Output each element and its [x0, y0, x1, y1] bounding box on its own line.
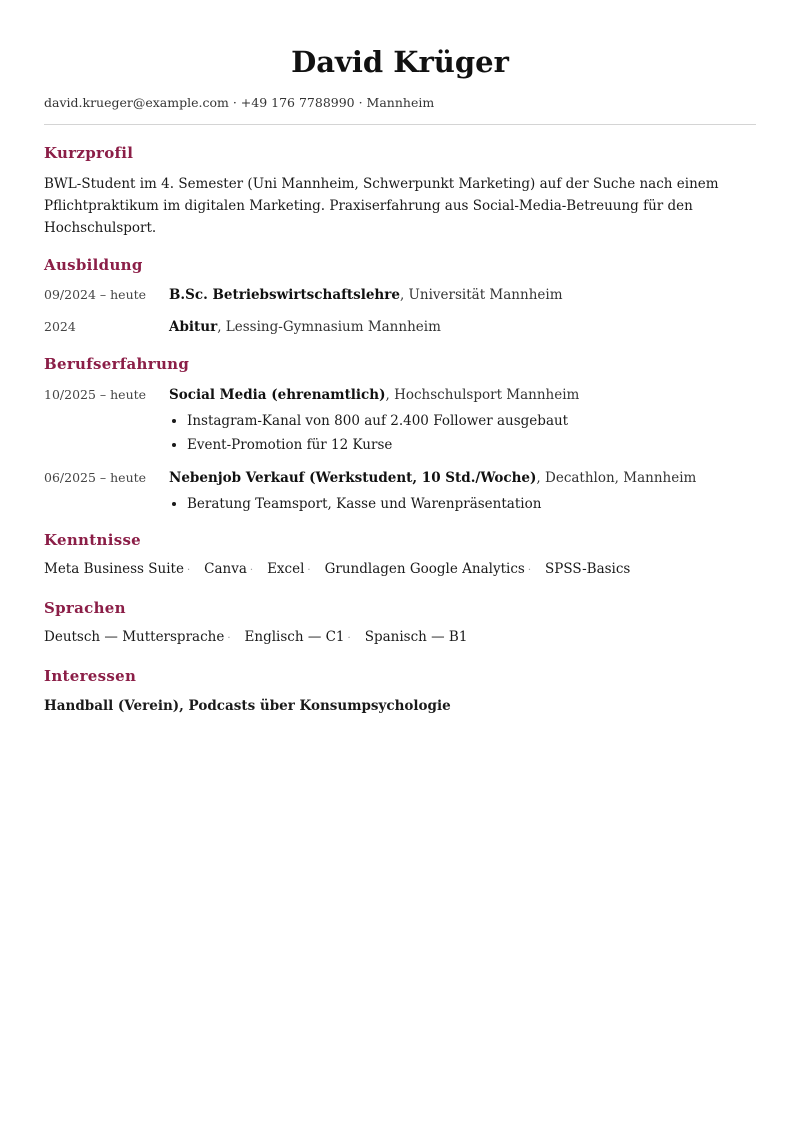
education-entry	[44, 316, 756, 338]
list-separator: ·	[227, 633, 231, 644]
entry-body	[169, 284, 756, 306]
languages-list	[44, 626, 756, 650]
experience-entry	[44, 384, 756, 457]
education-entry	[44, 284, 756, 306]
entry-title: Abitur	[169, 319, 218, 335]
candidate-name: David Krüger	[291, 45, 509, 79]
bullet-item: • Beratung Teamsport, Kasse und Warenpräsentation	[187, 492, 756, 516]
entry-bullets	[169, 492, 756, 516]
skill-item: Meta Business Suite	[44, 561, 184, 577]
header-divider	[44, 124, 756, 125]
profile-summary: BWL-Student im 4. Semester (Uni Mannheim, Schwerpunkt Marketing) auf der Suche nach einem Pflichtpraktikum im digitalen Marketing. Praxiserfahrung aus Social-Media-Betreuung für den Hochschulsport.	[44, 176, 719, 236]
section-heading-kurzprofil: Kurzprofil	[44, 144, 134, 162]
list-separator: ·	[186, 565, 191, 576]
entry-date: 09/2024 – heute	[44, 287, 147, 302]
section-heading-interessen: Interessen	[44, 667, 137, 685]
entry-organization: , Lessing-Gymnasium Mannheim	[217, 319, 441, 335]
language-item: Spanisch — B1	[364, 629, 468, 645]
language-item: Deutsch — Muttersprache	[44, 629, 225, 645]
list-separator: ·	[347, 633, 351, 644]
skill-item: Excel	[267, 561, 305, 577]
skill-item: Canva	[204, 561, 247, 577]
entry-date: 06/2025 – heute	[44, 470, 147, 485]
entry-body	[169, 467, 756, 516]
entry-title: B.Sc. Betriebswirtschaftslehre	[169, 287, 400, 303]
experience-entry	[44, 467, 756, 516]
bullet-item: • Instagram-Kanal von 800 auf 2.400 Follower ausgebaut	[187, 409, 756, 433]
entry-body	[169, 384, 756, 457]
section-heading-kenntnisse: Kenntnisse	[44, 531, 142, 549]
skill-item: Grundlagen Google Analytics	[324, 561, 525, 577]
entry-organization: , Decathlon, Mannheim	[536, 470, 697, 486]
bullet-item: • Event-Promotion für 12 Kurse	[187, 433, 756, 457]
skills-list	[44, 558, 756, 582]
language-item: Englisch — C1	[244, 629, 345, 645]
skill-item: SPSS-Basics	[545, 561, 631, 577]
section-heading-ausbildung: Ausbildung	[44, 256, 143, 274]
list-separator: ·	[307, 565, 311, 576]
entry-date: 10/2025 – heute	[44, 387, 147, 402]
entry-title: Social Media (ehrenamtlich)	[169, 387, 386, 403]
list-separator: ·	[527, 565, 531, 576]
entry-date: 2024	[44, 319, 76, 334]
entry-organization: , Universität Mannheim	[399, 287, 563, 303]
contact-line: david.krueger@example.com · +49 176 7788990 · Mannheim	[44, 95, 435, 110]
interests-text: Handball (Verein), Podcasts über Konsumpsychologie	[44, 698, 451, 714]
entry-bullets	[169, 409, 756, 457]
section-heading-berufserfahrung: Berufserfahrung	[44, 355, 190, 373]
section-heading-sprachen: Sprachen	[44, 599, 126, 617]
entry-body	[169, 316, 756, 338]
list-separator: ·	[249, 565, 254, 576]
entry-title: Nebenjob Verkauf (Werkstudent, 10 Std./Woche)	[169, 470, 537, 486]
entry-organization: , Hochschulsport Mannheim	[385, 387, 580, 403]
